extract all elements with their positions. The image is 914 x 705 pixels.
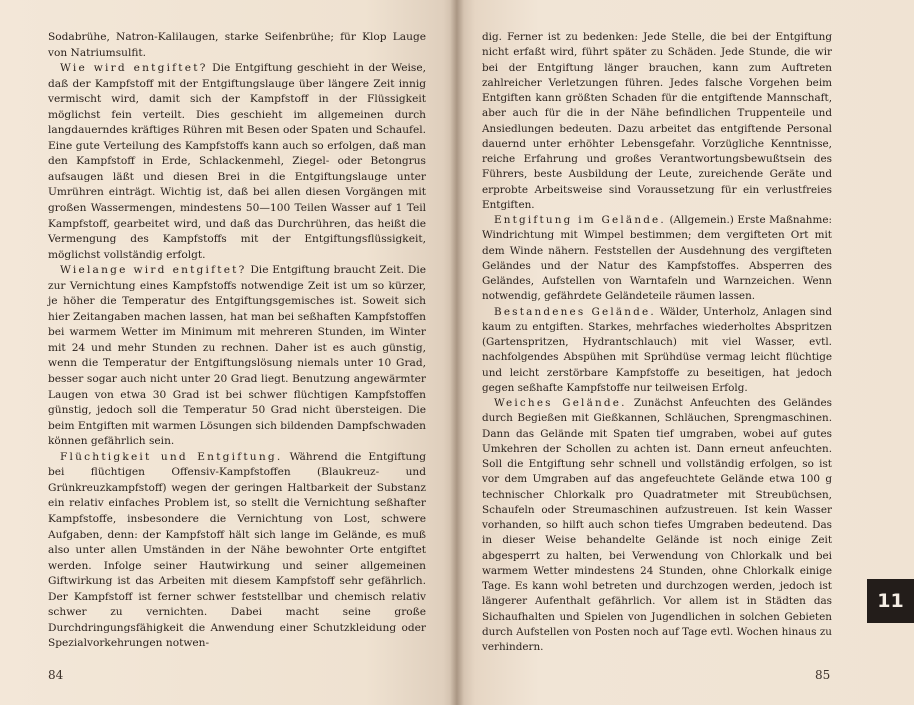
paragraph-text: (Allgemein.) Erste Maßnahme: Windrichtung mit Wimpel bestimmen; dem vergifteten Ort mit dem Winde nähern. Feststellen der Ausdehnung des vergifteten Geländes und der Natur des Kampfstoffes. Absperren des Geländes, Aufstellen von Warntafeln und Warnzeichen. Wenn notwendig, gefährdete Geländeteile räumen lassen. [482,214,832,303]
paragraph-text: Zunächst Anfeuchten des Geländes durch Begießen mit Gießkannen, Schläuchen, Sprengmaschinen. Dann das Gelände mit Spaten tief umgraben, wobei auf gutes Umkehren der Schollen zu achten ist. Dann erneut anfeuchten. Soll die Entgiftung sehr schnell und vollständig erfolgen, so ist vor dem Umgraben auf das angefeuchtete Gelände etwa 100 g technischer Chlorkalk pro Quadratmeter mit Streubüchsen, Schaufeln oder Streumaschinen aufzustreuen. Ist kein Wasser vorhanden, so hilft auch schon tiefes Umgraben bedeutend. Das in dieser Weise behandelte Gelände ist noch einige Zeit abgesperrt zu halten, bei Verwendung von Chlorkalk und bei warmem Wetter mindestens 24 Stunden, ohne Chlorkalk einige Tage. Es kann wohl betreten und durchzogen werden, jedoch ist längerer Aufenthalt gefährlich. Vor allem ist in Städten das Sichaufhalten und Spielen von Jugendlichen in solchen Gebieten durch Aufstellen von Posten noch auf Tage evtl. Wochen hinaus zu verhindern. [482,397,832,653]
right-text-column [482,30,832,655]
paragraph [48,450,426,652]
paragraph [482,213,832,305]
right-page [457,0,914,705]
paragraph-text: Sodabrühe, Natron-Kalilaugen, starke Seifenbrühe; für Klop Lauge von Natriumsulfit. [48,31,426,59]
paragraph [482,396,832,655]
paragraph-heading: Wielange wird entgiftet? [60,264,247,277]
paragraph-text: Während die Entgiftung bei flüchtigen Offensiv-Kampfstoffen (Blaukreuz- und Grünkreuzkampfstoff) wegen der geringen Haltbarkeit der Substanz ein relativ einfaches Problem ist, so stellt die Vernichtung seßhafter Kampfstoffe, insbesondere die Vernichtung von Lost, schwere Aufgaben, denn: der Kampfstoff hält sich lange im Gelände, es muß also unter allen Umständen in der Nähe bewohnter Orte entgiftet werden. Infolge seiner Hautwirkung und seiner allgemeinen Giftwirkung ist das Arbeiten mit diesem Kampfstoff sehr gefährlich. Der Kampfstoff ist ferner schwer feststellbar und chemisch relativ schwer zu vernichten. Dabei macht seine große Durchdringungsfähigkeit die Anwendung einer Schutzkleidung oder Spezialvorkehrungen notwen- [48,450,426,650]
paragraph [48,61,426,263]
paragraph-text: dig. Ferner ist zu bedenken: Jede Stelle, die bei der Entgiftung nicht erfaßt wird, führt später zu Schäden. Jede Stunde, die wir bei der Entgiftung länger brauchen, kann zum Auftreten zahlreicher Verletzungen führen. Jedes falsche Vorgehen beim Entgiften kann größten Schaden für die entgiftende Mannschaft, aber auch für die in der Nähe befindlichen Truppenteile und Ansiedlungen bedeuten. Dazu arbeitet das entgiftende Personal dauernd unter erhöhter Lebensgefahr. Vorzügliche Kenntnisse, reiche Erfahrung und großes Verantwortungsbewußtsein des Führers, beste Ausbildung der Leute, zureichende Geräte und erprobte Arbeitsweise sind Voraussetzung für ein verlustfreies Entgiften. [482,31,832,211]
paragraph-heading: Wie wird entgiftet? [60,62,208,75]
paragraph [48,263,426,450]
paragraph-text: Die Entgiftung braucht Zeit. Die zur Vernichtung eines Kampfstoffs notwendige Zeit ist um so kürzer, je höher die Temperatur des Entgiftungsgemisches ist. Soweit sich hier Zeitangaben machen lassen, hat man bei seßhaften Kampfstoffen bei warmem Wetter im Minimum mit mehreren Stunden, im Winter mit 24 und mehr Stunden zu rechnen. Daher ist es auch günstig, wenn die Temperatur der Entgiftungslösung niemals unter 10 Grad, besser sogar auch nicht unter 20 Grad liegt. Benutzung angewärmter Laugen von etwa 30 Grad ist bei schwer flüchtigen Kampfstoffen günstig, jedoch soll die Temperatur 50 Grad nicht übersteigen. Die beim Entgiften mit warmen Lösungen sich bildenden Dampfschwaden können gefährlich sein. [48,264,426,448]
paragraph-heading: Entgiftung im Gelände. [494,214,666,226]
paragraph-heading: Weiches Gelände. [494,397,627,409]
paragraph-text: Wälder, Unterholz, Anlagen sind kaum zu entgiften. Starkes, mehrfaches wiederholtes Abspritzen (Gartenspritzen, Hydrantschlauch) mit viel Wasser, evtl. nachfolgendes Abspühen mit Sprühdüse vermag leicht flüchtige und leicht zerstörbare Kampfstoffe zu beseitigen, hat jedoch gegen seßhafte Kampfstoffe nur teilweisen Erfolg. [482,305,832,394]
book-gutter [450,0,464,705]
paragraph [482,30,832,213]
page-number: 84 [48,668,64,682]
paragraph [48,30,426,61]
page-number: 85 [815,668,831,682]
paragraph-text: Die Entgiftung geschieht in der Weise, daß der Kampfstoff mit der Entgiftungslauge über längere Zeit innig vermischt wird, damit sich der Kampfstoff in der Flüssigkeit möglichst fein verteilt. Dies geschieht im allgemeinen durch langdauerndes kräftiges Rühren mit Besen oder Spaten und Schaufel. Eine gute Verteilung des Kampfstoffs kann auch so erfolgen, daß man den Kampfstoff in Erde, Schlackenmehl, Ziegel- oder Betongrus aufsaugen läßt und diesen Brei in die Entgiftungslauge unter Umrühren einträgt. Wichtig ist, daß bei allen diesen Vorgängen mit großen Wassermengen, mindestens 50—100 Teilen Wasser auf 1 Teil Kampfstoff, gearbeitet wird, und daß das Durchrühren, das heißt die Vermengung des Kampfstoffs mit der Entgiftungsflüssigkeit, möglichst vollständig erfolgt. [48,62,426,261]
chapter-tab: 11 [867,579,914,623]
paragraph-heading: Flüchtigkeit und Entgiftung. [60,450,283,463]
paragraph-heading: Bestandenes Gelände. [494,305,656,318]
left-text-column [48,30,426,652]
paragraph [482,305,832,397]
